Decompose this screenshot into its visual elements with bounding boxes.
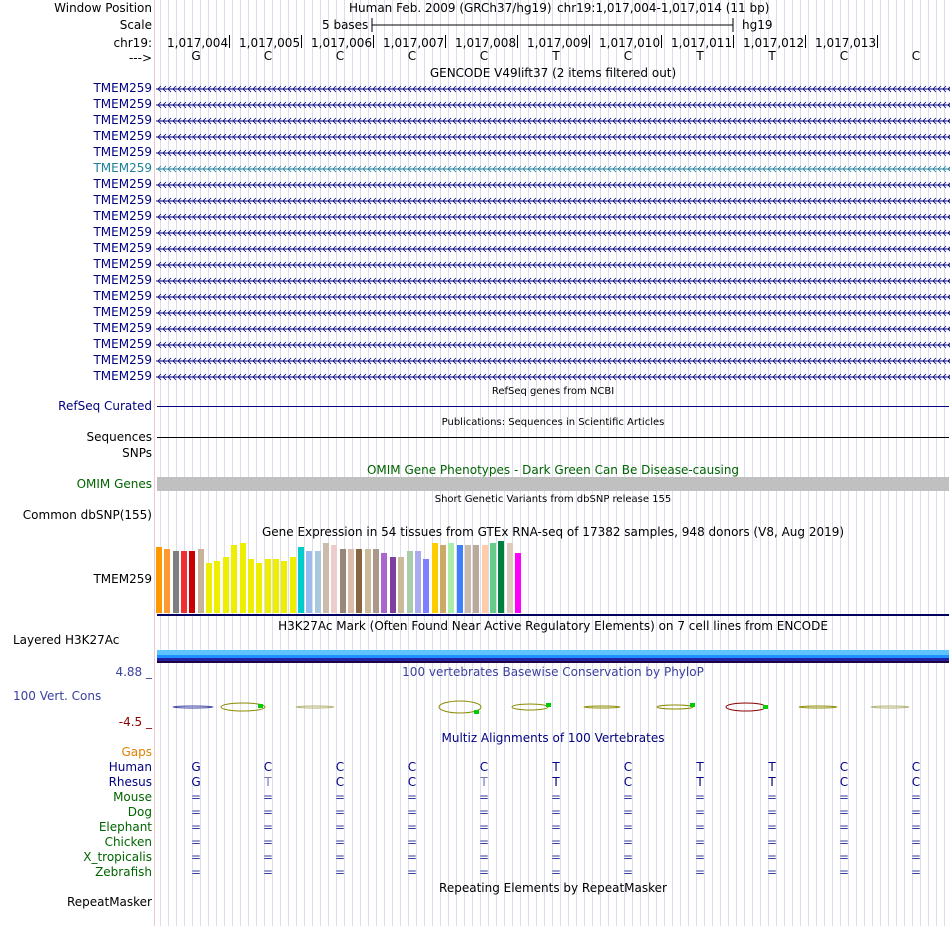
phylop-marker xyxy=(763,705,768,709)
alignment-base: = xyxy=(694,790,706,804)
alignment-base: = xyxy=(550,790,562,804)
alignment-base: = xyxy=(838,820,850,834)
alignment-base: = xyxy=(694,865,706,879)
alignment-base: = xyxy=(766,865,778,879)
coordinate-label: 1,017,009 xyxy=(527,36,589,50)
alignment-base: C xyxy=(839,775,849,789)
dbsnp-title[interactable]: Short Genetic Variants from dbSNP release 155 xyxy=(434,494,672,505)
alignment-base: = xyxy=(694,805,706,819)
reference-base: T xyxy=(552,49,560,63)
alignment-base: = xyxy=(838,805,850,819)
publications-label[interactable]: Sequences xyxy=(86,430,152,444)
alignment-base: = xyxy=(190,805,202,819)
species-label[interactable]: X_tropicalis xyxy=(83,850,152,864)
alignment-base: = xyxy=(406,865,418,879)
phylop-glyph[interactable] xyxy=(799,706,837,708)
coordinate-label: 1,017,011 xyxy=(671,36,733,50)
species-label[interactable]: Elephant xyxy=(98,820,152,834)
alignment-base: = xyxy=(190,850,202,864)
alignment-base: = xyxy=(478,850,490,864)
alignment-base: = xyxy=(622,835,634,849)
coordinate-label: 1,017,012 xyxy=(743,36,805,50)
phylop-marker xyxy=(690,703,695,707)
alignment-base: = xyxy=(334,835,346,849)
alignment-base: = xyxy=(766,835,778,849)
reference-base: C xyxy=(335,49,345,63)
omim-label[interactable]: OMIM Genes xyxy=(76,477,152,491)
multiz-title[interactable]: Multiz Alignments of 100 Vertebrates xyxy=(441,731,665,745)
publications-title[interactable]: Publications: Sequences in Scientific Articles xyxy=(441,417,665,428)
alignment-base: = xyxy=(334,820,346,834)
alignment-base: C xyxy=(623,760,633,774)
gtex-title[interactable]: Gene Expression in 54 tissues from GTEx RNA-seq of 17382 samples, 948 donors (V8, Aug 2019) xyxy=(261,525,845,539)
reference-base: T xyxy=(768,49,776,63)
alignment-base: = xyxy=(262,850,274,864)
coordinate-label: 1,017,006 xyxy=(311,36,373,50)
coordinate-label: 1,017,004 xyxy=(167,36,229,50)
gencode-row-label[interactable]: TMEM259 xyxy=(93,97,152,111)
alignment-base: = xyxy=(478,865,490,879)
gencode-row-label[interactable]: TMEM259 xyxy=(93,129,152,143)
h3k27ac-title[interactable]: H3K27Ac Mark (Often Found Near Active Regulatory Elements) on 7 cell lines from ENCODE xyxy=(278,619,828,633)
alignment-base: C xyxy=(335,760,345,774)
phylop-marker xyxy=(546,703,551,707)
species-label[interactable]: Mouse xyxy=(113,790,152,804)
alignment-base: = xyxy=(550,850,562,864)
alignment-base: = xyxy=(910,805,922,819)
alignment-base: = xyxy=(622,865,634,879)
species-label[interactable]: Rhesus xyxy=(108,775,152,789)
alignment-base: = xyxy=(694,850,706,864)
alignment-base: = xyxy=(910,865,922,879)
alignment-base: = xyxy=(622,850,634,864)
alignment-base: C xyxy=(479,760,489,774)
gencode-row-label[interactable]: TMEM259 xyxy=(93,321,152,335)
alignment-base: = xyxy=(406,805,418,819)
snps-label[interactable]: SNPs xyxy=(122,446,152,460)
alignment-base: C xyxy=(407,760,417,774)
phylop-glyph[interactable] xyxy=(296,706,334,708)
alignment-base: C xyxy=(335,775,345,789)
gencode-row-label[interactable]: TMEM259 xyxy=(93,113,152,127)
position-readout: chr19:1,017,004-1,017,014 (11 bp) xyxy=(557,1,770,15)
repeatmasker-title[interactable]: Repeating Elements by RepeatMasker xyxy=(439,881,667,895)
alignment-base: T xyxy=(768,760,776,774)
alignment-base: = xyxy=(910,820,922,834)
phylop-title[interactable]: 100 vertebrates Basewise Conservation by PhyloP xyxy=(402,665,704,679)
gencode-row-label[interactable]: TMEM259 xyxy=(93,305,152,319)
gencode-row-label[interactable]: TMEM259 xyxy=(93,353,152,367)
alignment-base: = xyxy=(622,820,634,834)
reference-base: C xyxy=(407,49,417,63)
gencode-row-label[interactable]: TMEM259 xyxy=(93,257,152,271)
alignment-base: = xyxy=(766,790,778,804)
phylop-glyph[interactable] xyxy=(726,703,766,711)
alignment-base: G xyxy=(191,775,201,789)
scale-assembly: hg19 xyxy=(742,18,773,32)
alignment-base: = xyxy=(406,820,418,834)
species-label[interactable]: Chicken xyxy=(104,835,152,849)
reference-base: C xyxy=(479,49,489,63)
alignment-base: = xyxy=(334,805,346,819)
gencode-row-label[interactable]: TMEM259 xyxy=(93,273,152,287)
alignment-base: G xyxy=(191,760,201,774)
alignment-base: T xyxy=(768,775,776,789)
assembly-title: Human Feb. 2009 (GRCh37/hg19) xyxy=(349,1,552,15)
h3k27ac-label[interactable]: Layered H3K27Ac xyxy=(13,633,120,647)
alignment-base: = xyxy=(622,790,634,804)
coordinate-label: 1,017,005 xyxy=(239,36,301,50)
alignment-base: = xyxy=(766,805,778,819)
gencode-row-label[interactable]: TMEM259 xyxy=(93,81,152,95)
alignment-base: = xyxy=(838,850,850,864)
reference-base: G xyxy=(191,49,201,63)
alignment-base: C xyxy=(911,760,921,774)
alignment-base: T xyxy=(552,775,560,789)
gaps-label[interactable]: Gaps xyxy=(121,745,152,759)
phylop-marker xyxy=(258,704,263,708)
phylop-marker xyxy=(474,710,479,714)
gencode-row-label[interactable]: TMEM259 xyxy=(93,289,152,303)
gencode-row-label[interactable]: TMEM259 xyxy=(93,161,152,175)
alignment-base: T xyxy=(696,760,704,774)
alignment-base: = xyxy=(406,790,418,804)
phylop-glyph[interactable] xyxy=(871,706,909,708)
gencode-row-label[interactable]: TMEM259 xyxy=(93,177,152,191)
gtex-label[interactable]: TMEM259 xyxy=(93,572,152,586)
alignment-base: = xyxy=(478,835,490,849)
alignment-base: = xyxy=(838,835,850,849)
refseq-title[interactable]: RefSeq genes from NCBI xyxy=(491,386,615,397)
alignment-base: = xyxy=(190,865,202,879)
alignment-base: = xyxy=(910,790,922,804)
reference-base: C xyxy=(623,49,633,63)
alignment-base: = xyxy=(910,835,922,849)
alignment-base: = xyxy=(262,790,274,804)
alignment-base: C xyxy=(911,775,921,789)
alignment-base: = xyxy=(334,850,346,864)
gencode-row-label[interactable]: TMEM259 xyxy=(93,241,152,255)
alignment-base: C xyxy=(263,760,273,774)
alignment-base: = xyxy=(262,865,274,879)
alignment-base: = xyxy=(766,850,778,864)
phylop-glyph[interactable] xyxy=(657,705,693,709)
phylop-glyph[interactable] xyxy=(173,706,213,708)
species-label[interactable]: Zebrafish xyxy=(95,865,152,879)
dbsnp-label[interactable]: Common dbSNP(155) xyxy=(22,508,152,522)
gencode-row-label[interactable]: TMEM259 xyxy=(93,337,152,351)
phylop-glyph[interactable] xyxy=(512,704,548,710)
strand-label: ---> xyxy=(128,51,152,65)
alignment-base: C xyxy=(407,775,417,789)
species-label[interactable]: Human xyxy=(108,760,152,774)
alignment-base: = xyxy=(262,820,274,834)
reference-base: T xyxy=(696,49,704,63)
coordinate-label: 1,017,007 xyxy=(383,36,445,50)
alignment-base: C xyxy=(839,760,849,774)
phylop-glyph[interactable] xyxy=(584,706,620,708)
alignment-base: = xyxy=(478,805,490,819)
gencode-row-label[interactable]: TMEM259 xyxy=(93,209,152,223)
alignment-base: = xyxy=(334,790,346,804)
alignment-base: = xyxy=(838,790,850,804)
repeatmasker-label[interactable]: RepeatMasker xyxy=(66,895,152,909)
gencode-row-label[interactable]: TMEM259 xyxy=(93,145,152,159)
chrom-label: chr19: xyxy=(113,36,152,50)
alignment-base: = xyxy=(910,850,922,864)
alignment-base: = xyxy=(406,835,418,849)
alignment-base: T xyxy=(480,775,488,789)
alignment-base: T xyxy=(552,760,560,774)
alignment-base: = xyxy=(190,835,202,849)
scale-bases: 5 bases xyxy=(322,18,369,32)
reference-base: C xyxy=(263,49,273,63)
alignment-base: = xyxy=(694,820,706,834)
alignment-base: T xyxy=(696,775,704,789)
alignment-base: = xyxy=(262,835,274,849)
coordinate-label: 1,017,008 xyxy=(455,36,517,50)
phylop-max: 4.88 _ xyxy=(115,665,152,679)
phylop-min: -4.5 _ xyxy=(118,715,152,729)
alignment-base: = xyxy=(550,820,562,834)
alignment-base: = xyxy=(478,820,490,834)
alignment-base: = xyxy=(262,805,274,819)
alignment-base: = xyxy=(190,790,202,804)
refseq-label[interactable]: RefSeq Curated xyxy=(58,399,152,413)
alignment-base: = xyxy=(406,850,418,864)
phylop-label[interactable]: 100 Vert. Cons xyxy=(13,689,102,703)
alignment-base: = xyxy=(190,820,202,834)
reference-base: C xyxy=(839,49,849,63)
alignment-base: = xyxy=(694,835,706,849)
alignment-base: = xyxy=(550,835,562,849)
reference-base: C xyxy=(911,49,921,63)
scale-label: Scale xyxy=(119,18,152,32)
coordinate-label: 1,017,010 xyxy=(599,36,661,50)
gencode-row-label[interactable]: TMEM259 xyxy=(93,225,152,239)
gencode-title[interactable]: GENCODE V49lift37 (2 items filtered out) xyxy=(429,66,677,80)
alignment-base: = xyxy=(550,805,562,819)
alignment-base: = xyxy=(550,865,562,879)
alignment-base: T xyxy=(264,775,272,789)
alignment-base: = xyxy=(838,865,850,879)
alignment-base: = xyxy=(478,790,490,804)
alignment-base: C xyxy=(623,775,633,789)
alignment-base: = xyxy=(334,865,346,879)
alignment-base: = xyxy=(622,805,634,819)
gencode-row-label[interactable]: TMEM259 xyxy=(93,193,152,207)
alignment-base: = xyxy=(766,820,778,834)
coordinate-label: 1,017,013 xyxy=(815,36,877,50)
gencode-row-label[interactable]: TMEM259 xyxy=(93,369,152,383)
omim-title[interactable]: OMIM Gene Phenotypes - Dark Green Can Be Disease-causing xyxy=(366,463,740,477)
window-position-label: Window Position xyxy=(54,1,152,15)
species-label[interactable]: Dog xyxy=(127,805,152,819)
